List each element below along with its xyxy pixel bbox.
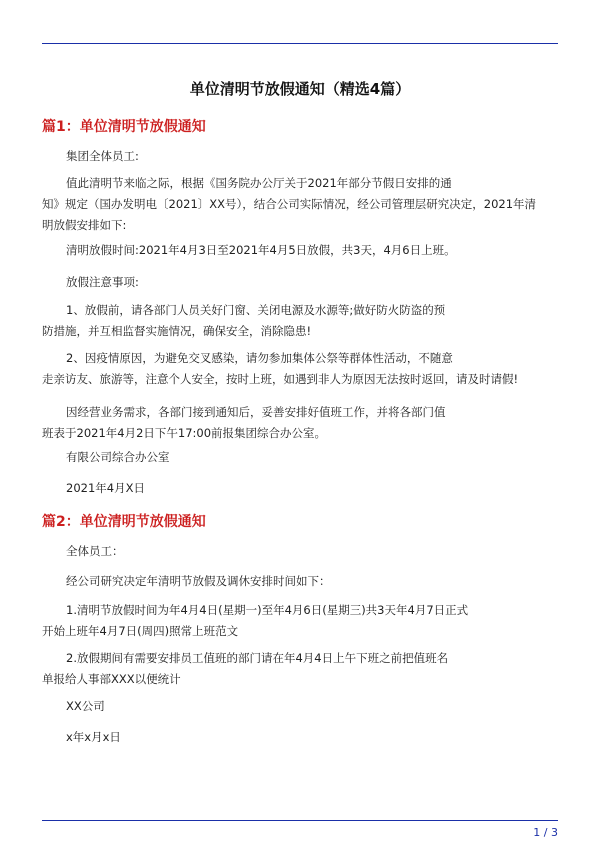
- article-2-intro: 经公司研究决定年清明节放假及调休安排时间如下：: [66, 574, 331, 588]
- article-1-note-2: [42, 348, 558, 390]
- paragraph-line: 明放假安排如下:: [42, 218, 127, 232]
- article-1-notes-title: 放假注意事项:: [66, 275, 139, 289]
- paragraph-line: 2、因疫情原因，为避免交叉感染，请勿参加集体公祭等群体性活动，不随意: [66, 351, 453, 365]
- article-2-item-1: [42, 600, 558, 642]
- article-1-signature: 有限公司综合办公室: [66, 450, 170, 464]
- article-2-date: x年x月x日: [66, 730, 121, 744]
- article-2-signature: XX公司: [66, 699, 105, 713]
- footer-rule: [42, 820, 558, 821]
- paragraph-line: 因经营业务需求，各部门接到通知后，妥善安排好值班工作，并将各部门值: [66, 405, 446, 419]
- paragraph-line: 防措施，并互相监督实施情况，确保安全，消除隐患!: [42, 324, 312, 338]
- paragraph-line: 班表于2021年4月2日下午17:00前报集团综合办公室。: [42, 426, 327, 440]
- document-title: 单位清明节放假通知（精选4篇）: [189, 80, 411, 98]
- article-1-date: 2021年4月X日: [66, 481, 145, 495]
- paragraph-line: 2.放假期间有需要安排员工值班的部门请在年4月4日上午下班之前把值班名: [66, 651, 449, 665]
- article-1-intro: [42, 173, 558, 236]
- article-2-item-2: [42, 648, 558, 690]
- article-1-heading: 篇1：单位清明节放假通知: [42, 119, 206, 135]
- paragraph-line: 开始上班年4月7日(周四)照常上班范文: [42, 624, 239, 638]
- paragraph-line: 走亲访友、旅游等，注意个人安全，按时上班，如遇到非人为原因无法按时返回，请及时请假!: [42, 372, 519, 386]
- paragraph-line: 知》规定（国办发明电〔2021〕XX号），结合公司实际情况，经公司管理层研究决定，2021年清: [42, 197, 537, 211]
- article-2-heading: 篇2：单位清明节放假通知: [42, 514, 206, 530]
- paragraph-line: 1、放假前，请各部门人员关好门窗、关闭电源及水源等;做好防火防盗的预: [66, 303, 446, 317]
- article-1-holiday-time: 清明放假时间:2021年4月3日至2021年4月5日放假，共3天，4月6日上班。: [66, 243, 456, 257]
- paragraph-line: 单报给人事部XXX以便统计: [42, 672, 181, 686]
- article-1-duty: [42, 402, 558, 444]
- article-1-salutation: 集团全体员工:: [66, 149, 139, 163]
- page-number: 1 / 3: [533, 826, 558, 839]
- article-1-note-1: [42, 300, 558, 342]
- header-rule: [42, 43, 558, 44]
- paragraph-line: 1.清明节放假时间为年4月4日(星期一)至年4月6日(星期三)共3天年4月7日正式: [66, 603, 469, 617]
- paragraph-line: 值此清明节来临之际，根据《国务院办公厅关于2021年部分节假日安排的通: [66, 176, 452, 190]
- article-2-salutation: 全体员工：: [66, 544, 124, 558]
